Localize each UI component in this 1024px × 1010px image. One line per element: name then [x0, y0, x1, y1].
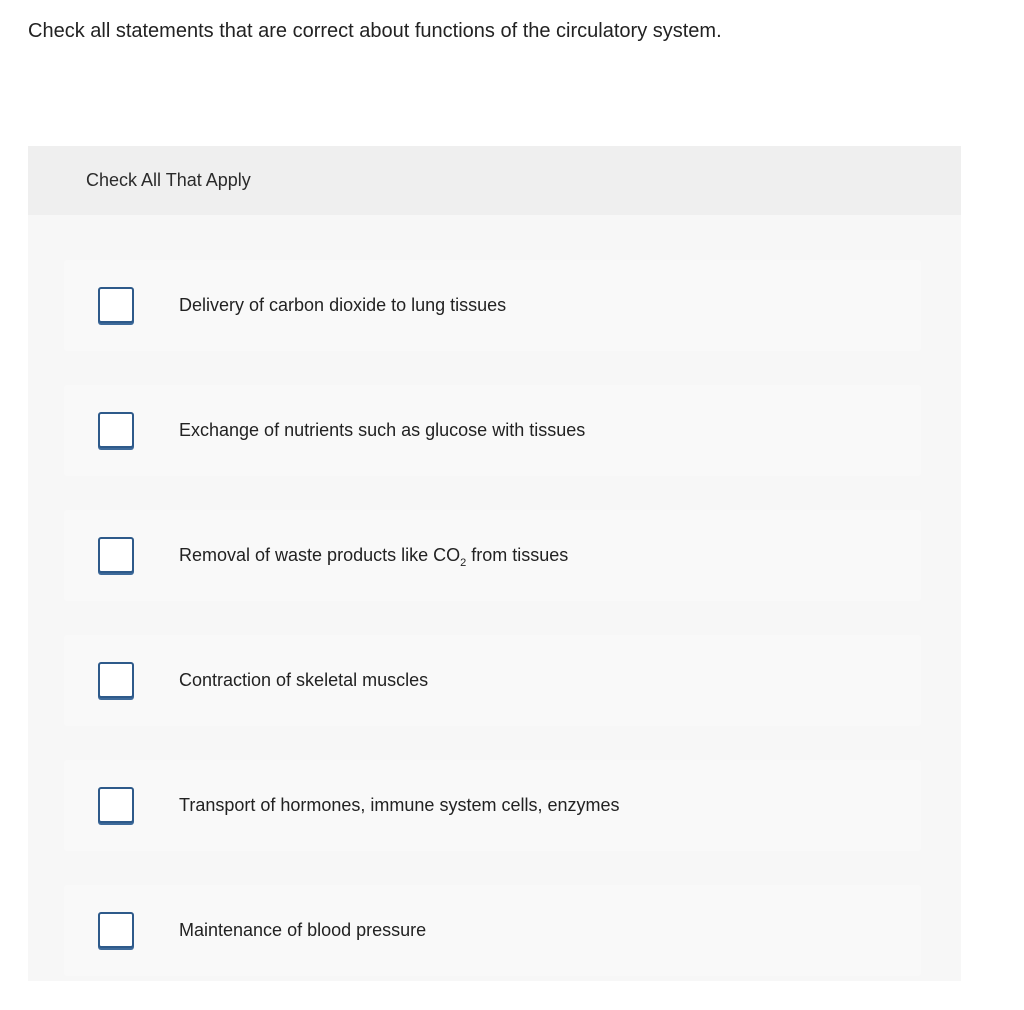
option-label-3 — [179, 544, 569, 569]
checkbox-option-3[interactable] — [98, 537, 134, 573]
panel-header: Check All That Apply — [28, 146, 961, 215]
option-label-3-before: Removal of waste products like CO — [179, 545, 461, 565]
option-label-1: Delivery of carbon dioxide to lung tissues — [179, 295, 507, 315]
option-row-3[interactable] — [64, 510, 921, 601]
option-label-3-subscript: 2 — [460, 557, 467, 569]
option-row-4[interactable] — [64, 635, 921, 726]
question-prompt: Check all statements that are correct about functions of the circulatory system. — [28, 20, 722, 42]
option-label-4: Contraction of skeletal muscles — [179, 670, 429, 690]
options-list — [64, 260, 921, 1010]
checkbox-option-5[interactable] — [98, 787, 134, 823]
option-row-1[interactable] — [64, 260, 921, 351]
checkbox-option-2[interactable] — [98, 412, 134, 448]
option-row-2[interactable] — [64, 385, 921, 476]
checkbox-option-1[interactable] — [98, 287, 134, 323]
checkbox-option-6[interactable] — [98, 912, 134, 948]
option-label-2: Exchange of nutrients such as glucose with tissues — [179, 420, 586, 440]
option-label-3-after: from tissues — [466, 545, 569, 565]
check-all-panel — [28, 146, 961, 981]
option-label-6: Maintenance of blood pressure — [179, 920, 427, 940]
checkbox-option-4[interactable] — [98, 662, 134, 698]
option-row-6[interactable] — [64, 885, 921, 976]
option-row-5[interactable] — [64, 760, 921, 851]
option-label-5: Transport of hormones, immune system cells, enzymes — [179, 795, 620, 815]
